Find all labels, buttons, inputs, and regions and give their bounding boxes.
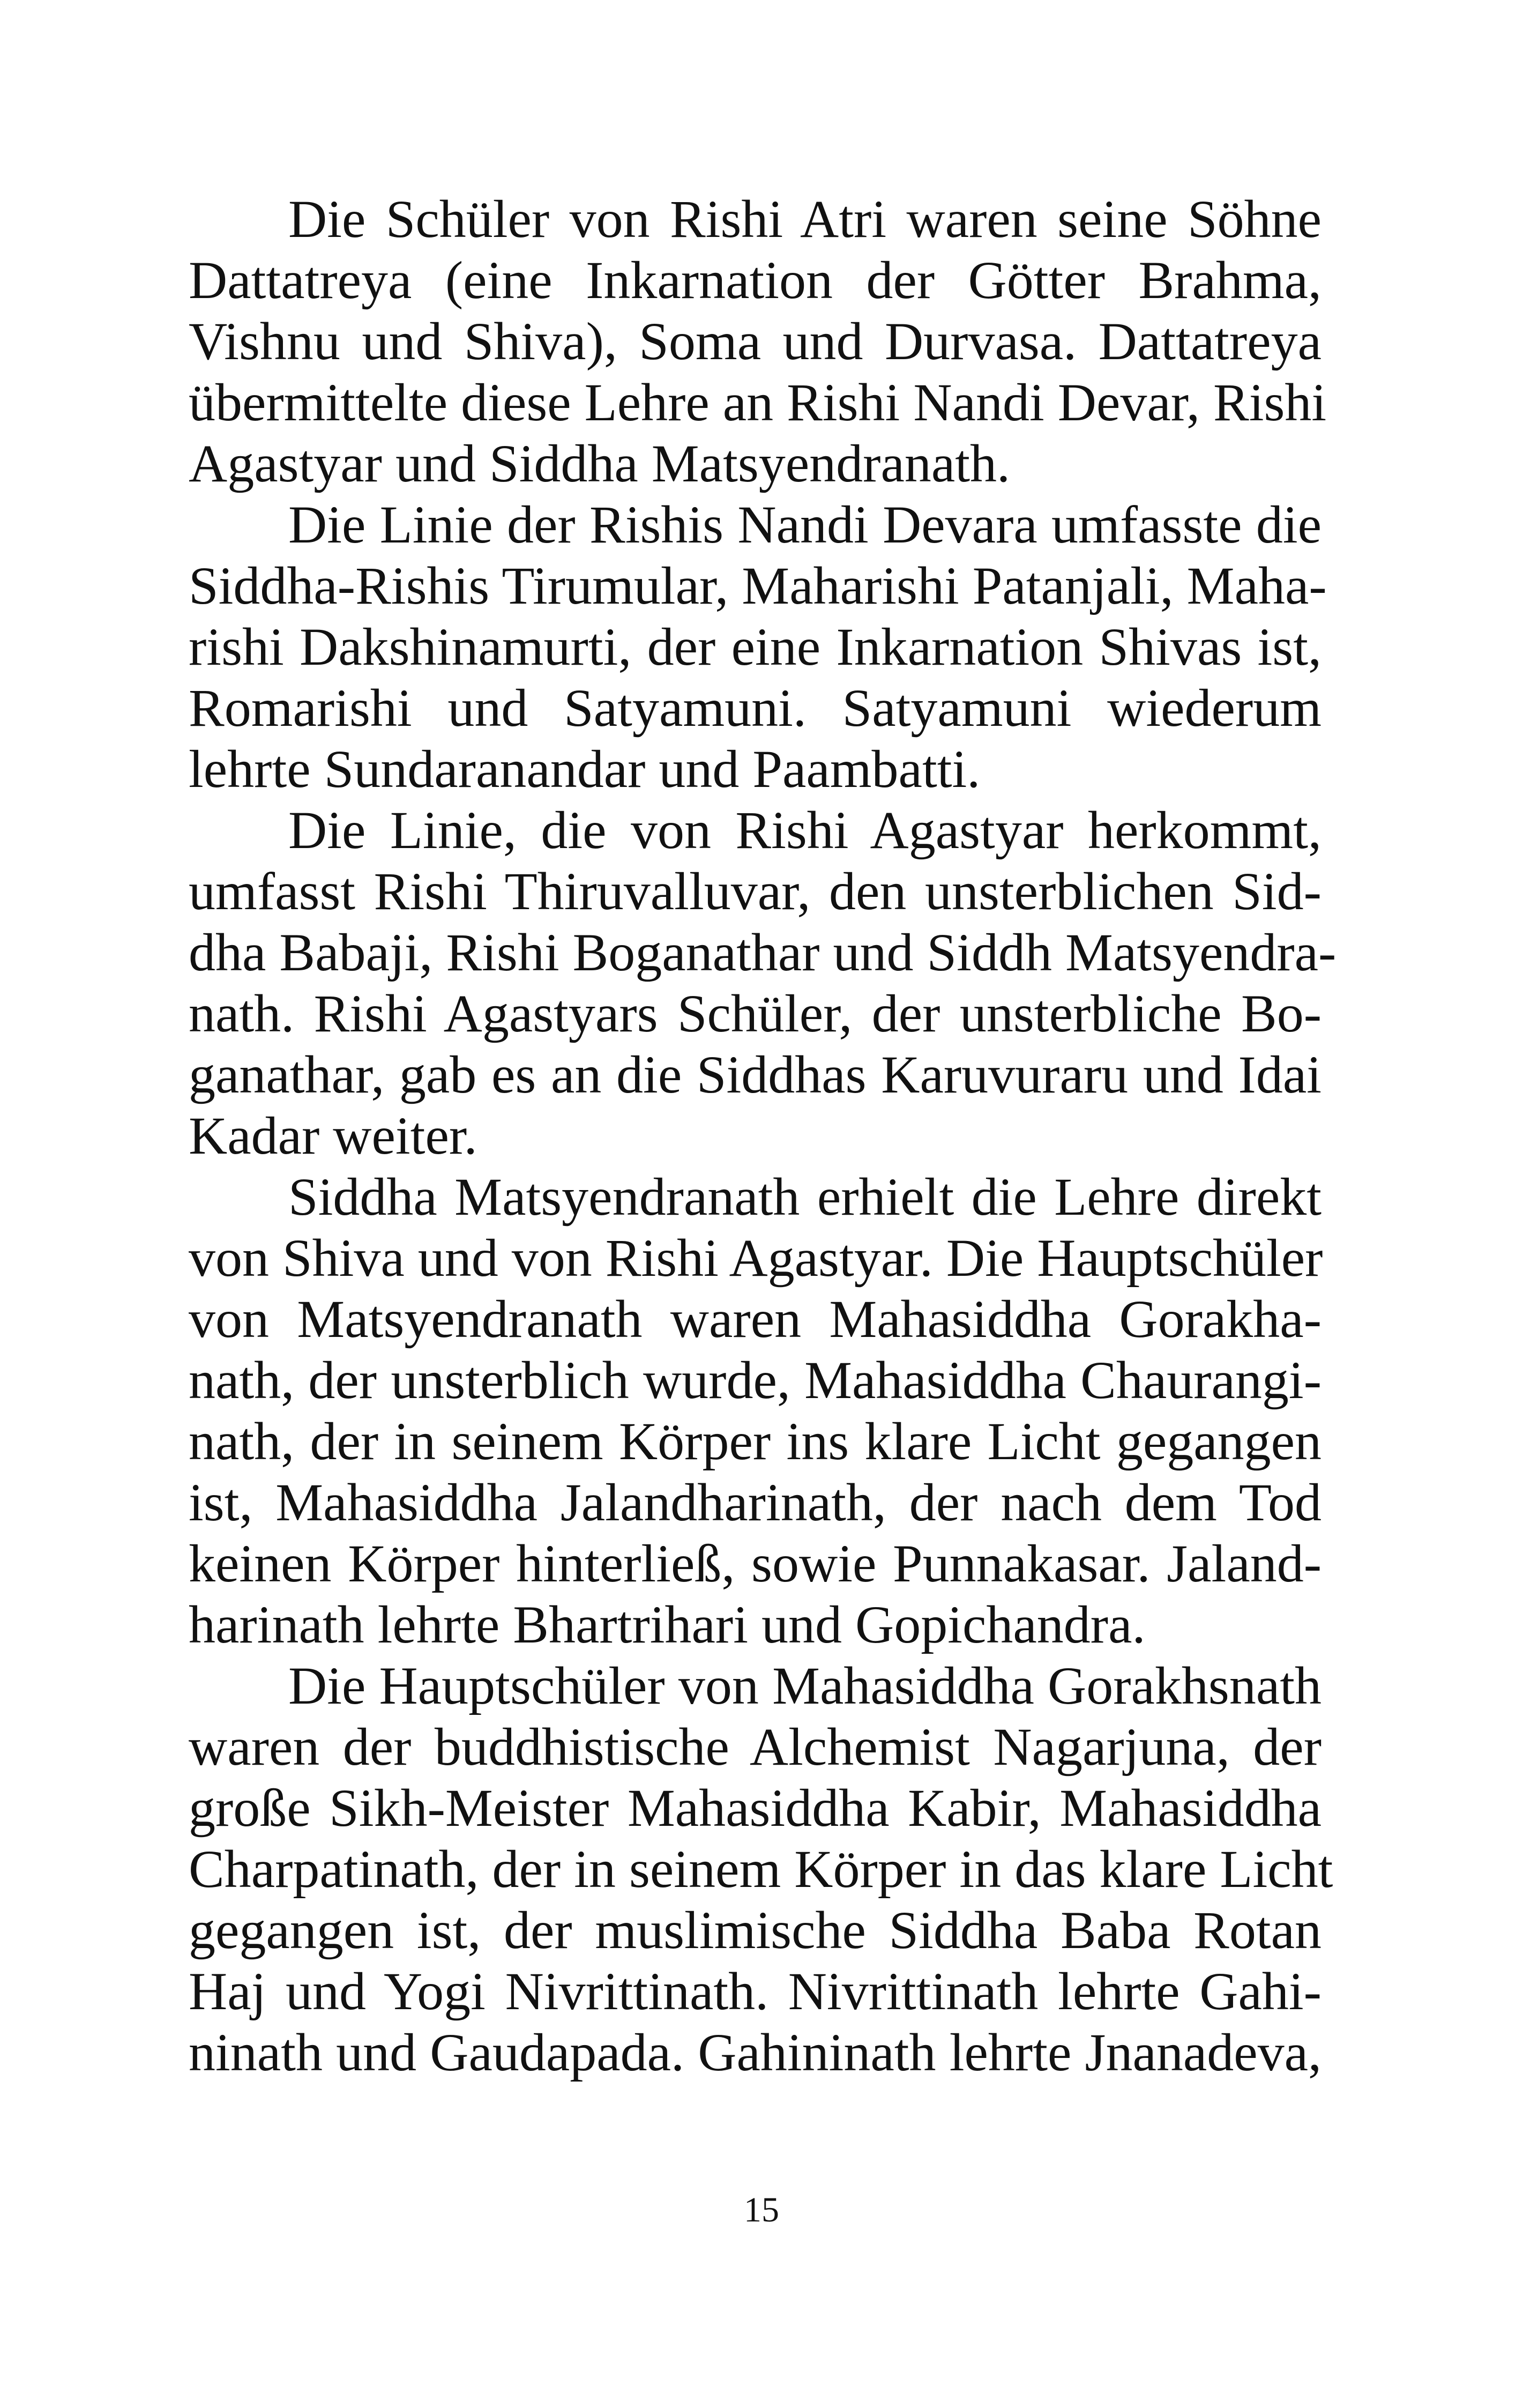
text-line: Die Hauptschüler von Mahasiddha Gorakhsnath: [288, 1656, 1322, 1715]
page-number: 15: [744, 2190, 779, 2229]
text-line: lehrte Sundaranandar und Paambatti.: [189, 739, 981, 799]
text-line: nath, der unsterblich wurde, Mahasiddha Chaurangi-: [189, 1350, 1322, 1410]
text-line: Agastyar und Siddha Matsyendranath.: [189, 434, 1011, 493]
text-line: große Sikh-Meister Mahasiddha Kabir, Mahasiddha: [189, 1778, 1322, 1838]
text-line: Vishnu und Shiva), Soma und Durvasa. Dattatreya: [189, 311, 1322, 371]
text-line: übermittelte diese Lehre an Rishi Nandi Devar, Rishi: [189, 373, 1327, 432]
paragraph-3: [189, 800, 1337, 1166]
text-line: Die Linie, die von Rishi Agastyar herkommt,: [288, 800, 1322, 860]
body-text: [189, 189, 1337, 2083]
text-line: ninath und Gaudapada. Gahininath lehrte Jnanadeva,: [189, 2023, 1322, 2082]
text-line: ist, Mahasiddha Jalandharinath, der nach dem Tod: [189, 1473, 1322, 1532]
text-line: von Matsyendranath waren Mahasiddha Gorakha-: [189, 1289, 1322, 1349]
text-line: Die Linie der Rishis Nandi Devara umfasste die: [288, 495, 1322, 554]
text-line: waren der buddhistische Alchemist Nagarjuna, der: [189, 1717, 1322, 1777]
text-line: nath, der in seinem Körper ins klare Licht gegangen: [189, 1411, 1322, 1471]
text-line: Kadar weiter.: [189, 1106, 477, 1165]
text-line: dha Babaji, Rishi Boganathar und Siddh Matsyendra-: [189, 923, 1337, 982]
text-line: Haj und Yogi Nivrittinath. Nivrittinath lehrte Gahi-: [189, 1961, 1322, 2021]
text-line: ganathar, gab es an die Siddhas Karuvuraru und Idai: [189, 1045, 1322, 1104]
text-line: Dattatreya (eine Inkarnation der Götter Brahma,: [189, 250, 1322, 310]
text-line: Romarishi und Satyamuni. Satyamuni wiederum: [189, 678, 1322, 738]
text-line: umfasst Rishi Thiruvalluvar, den unsterblichen Sid-: [189, 861, 1322, 921]
text-line: nath. Rishi Agastyars Schüler, der unsterbliche Bo-: [189, 984, 1322, 1043]
text-line: harinath lehrte Bhartrihari und Gopichandra.: [189, 1595, 1146, 1654]
text-line: keinen Körper hinterließ, sowie Punnakasar. Jaland-: [189, 1534, 1322, 1593]
text-line: rishi Dakshinamurti, der eine Inkarnation Shivas ist,: [189, 617, 1322, 677]
paragraph-1: [189, 189, 1327, 494]
text-line: Siddha Matsyendranath erhielt die Lehre direkt: [288, 1167, 1322, 1227]
paragraph-4: [189, 1166, 1322, 1655]
text-line: Die Schüler von Rishi Atri waren seine Söhne: [288, 189, 1322, 249]
text-line: gegangen ist, der muslimische Siddha Baba Rotan: [189, 1900, 1322, 1960]
paragraph-5: [189, 1655, 1333, 2083]
text-line: Siddha-Rishis Tirumular, Maharishi Patanjali, Maha-: [189, 556, 1327, 615]
text-line: von Shiva und von Rishi Agastyar. Die Hauptschüler: [189, 1228, 1323, 1288]
text-line: Charpatinath, der in seinem Körper in das klare Licht: [189, 1839, 1333, 1899]
paragraph-2: [189, 494, 1327, 800]
